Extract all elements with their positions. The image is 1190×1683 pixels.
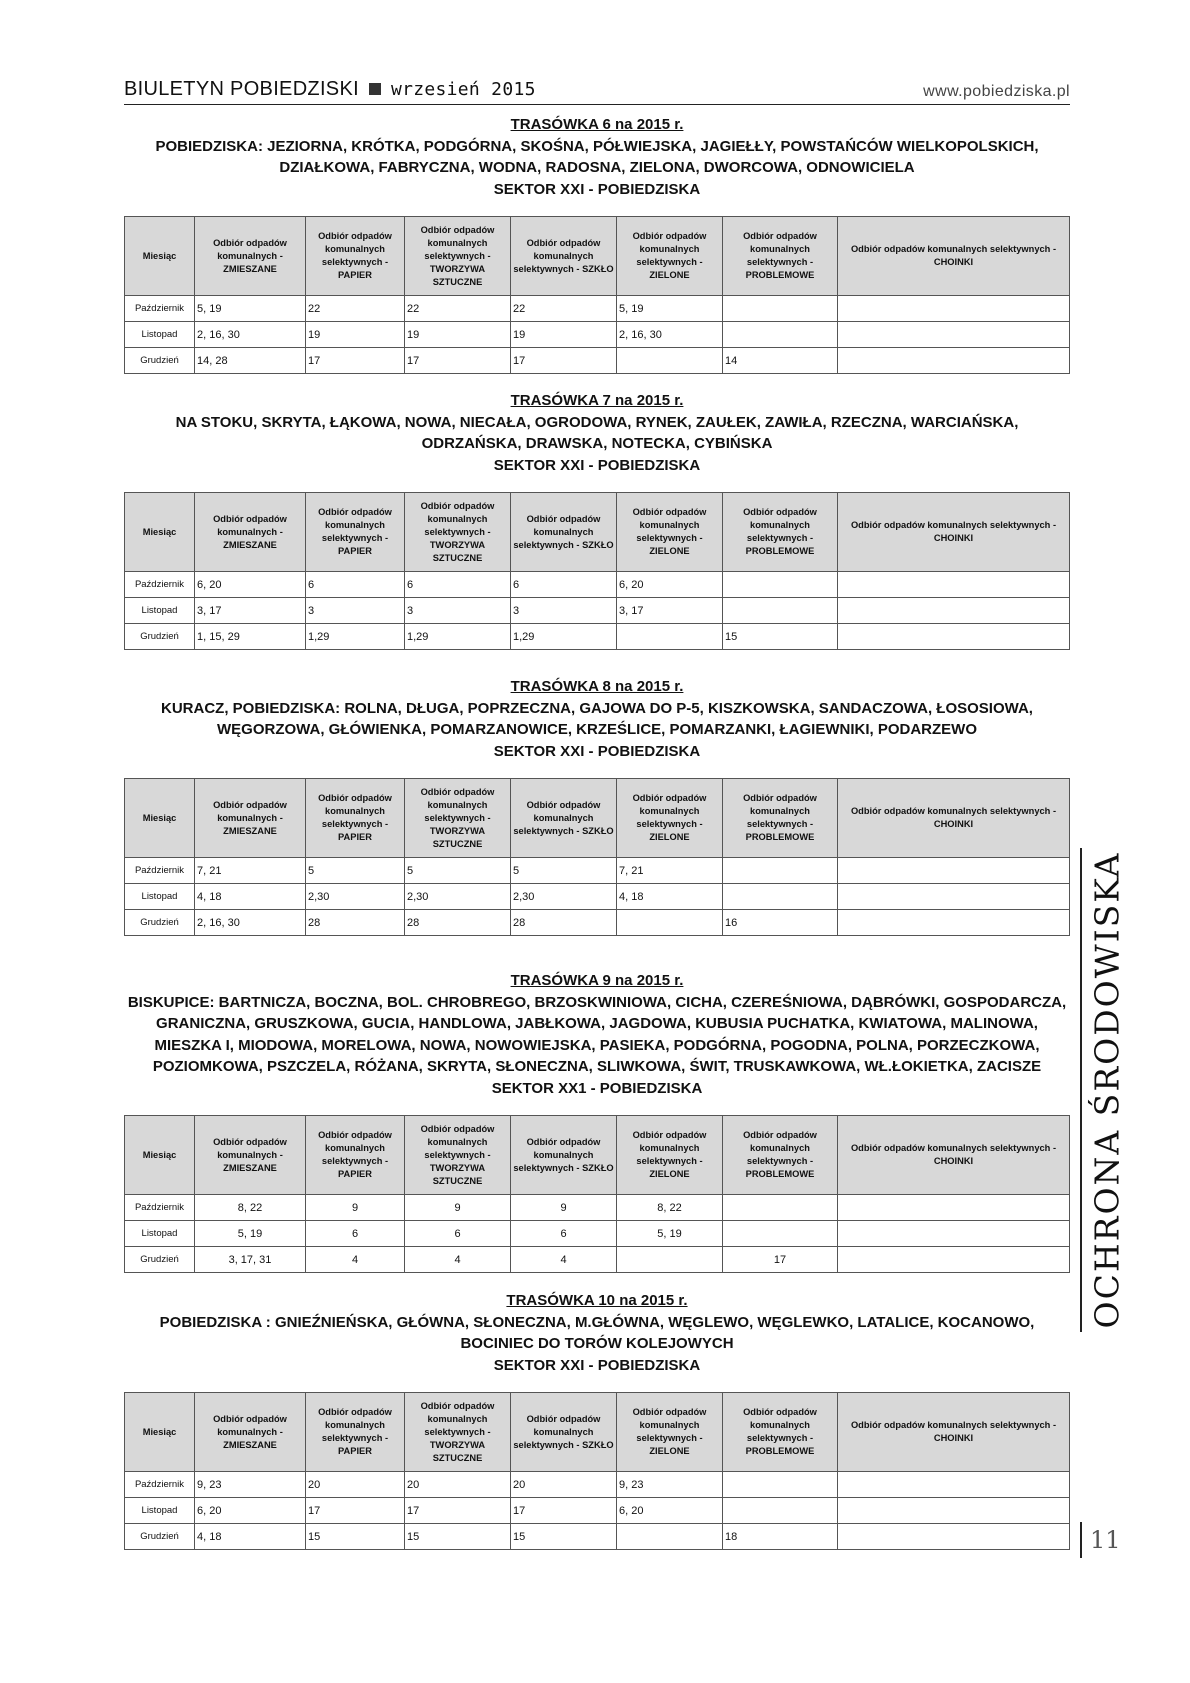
column-header: Odbiór odpadów komunalnych - ZMIESZANE [195, 779, 306, 858]
table-cell: 28 [405, 910, 511, 936]
table-row [125, 910, 1070, 936]
table-row [125, 296, 1070, 322]
column-header: Odbiór odpadów komunalnych selektywnych - CHOINKI [838, 493, 1070, 572]
column-header: Odbiór odpadów komunalnych selektywnych - PAPIER [306, 493, 405, 572]
table-cell [838, 1247, 1070, 1273]
street-list-line: POBIEDZISKA : GNIEŹNIEŃSKA, GŁÓWNA, SŁONECZNA, M.GŁÓWNA, WĘGLEWO, WĘGLEWKO, LATALICE, KOCANOWO, [159, 1313, 1035, 1331]
table-cell: 20 [306, 1472, 405, 1498]
table-cell: 19 [511, 322, 617, 348]
header-publication [124, 78, 536, 101]
table-cell: 15 [306, 1524, 405, 1550]
table-cell: 4, 18 [195, 1524, 306, 1550]
street-list-line: NA STOKU, SKRYTA, ŁĄKOWA, NOWA, NIECAŁA, OGRODOWA, RYNEK, ZAUŁEK, ZAWIŁA, RZECZNA, WARCIAŃSKA, [175, 413, 1019, 431]
street-list-line: KURACZ, POBIEDZISKA: ROLNA, DŁUGA, POPRZECZNA, GAJOWA DO P-5, KISZKOWSKA, SANDACZOWA, ŁOSOSIOWA, [161, 699, 1033, 717]
table-row [125, 348, 1070, 374]
table-cell: 5 [306, 858, 405, 884]
table-cell [838, 910, 1070, 936]
column-header: Odbiór odpadów komunalnych selektywnych - TWORZYWA SZTUCZNE [405, 217, 511, 296]
table-header-row [125, 779, 1070, 858]
table-cell [838, 296, 1070, 322]
column-header: Odbiór odpadów komunalnych selektywnych - PROBLEMOWE [723, 1116, 838, 1195]
month-cell: Październik [125, 296, 195, 322]
table-cell: 7, 21 [195, 858, 306, 884]
table-cell [838, 884, 1070, 910]
street-list-line: GRANICZNA, GRUSZKOWA, GUCIA, HANDLOWA, JABŁKOWA, JAGDOWA, KUBUSIA PUCHATKA, KWIATOWA, MALINOWA, [156, 1015, 1038, 1032]
table-cell: 15 [405, 1524, 511, 1550]
table-row [125, 598, 1070, 624]
table-cell: 17 [306, 348, 405, 374]
table-cell: 17 [405, 348, 511, 374]
table-cell: 22 [405, 296, 511, 322]
table-cell: 9 [306, 1195, 405, 1221]
table-cell [838, 624, 1070, 650]
column-header: Miesiąc [125, 217, 195, 296]
table-cell: 15 [723, 624, 838, 650]
section-side-label [1080, 848, 1132, 1332]
page-number: 11 [1080, 1522, 1121, 1558]
table-cell: 3, 17, 31 [195, 1247, 306, 1273]
table-cell [723, 572, 838, 598]
column-header: Odbiór odpadów komunalnych selektywnych - PAPIER [306, 1393, 405, 1472]
street-list-line: ODRZAŃSKA, DRAWSKA, NOTECKA, CYBIŃSKA [421, 435, 773, 452]
table-cell [838, 1221, 1070, 1247]
table-cell: 6, 20 [617, 572, 723, 598]
column-header: Miesiąc [125, 1116, 195, 1195]
table-cell [723, 598, 838, 624]
table-cell: 5, 19 [617, 1221, 723, 1247]
table-cell [838, 322, 1070, 348]
table-cell: 20 [511, 1472, 617, 1498]
column-header: Odbiór odpadów komunalnych selektywnych - SZKŁO [511, 779, 617, 858]
table-cell: 9, 23 [195, 1472, 306, 1498]
street-list-line: BISKUPICE: BARTNICZA, BOCZNA, BOL. CHROBREGO, BRZOSKWINIOWA, CICHA, CZEREŚNIOWA, DĄBRÓWKI, GOSPODARCZA, [127, 993, 1067, 1011]
table-cell: 6 [306, 1221, 405, 1247]
table-cell: 17 [306, 1498, 405, 1524]
table-cell: 6 [405, 1221, 511, 1247]
table-cell: 4 [405, 1247, 511, 1273]
street-list-line: BOCINIEC DO TORÓW KOLEJOWYCH [460, 1335, 734, 1352]
table-cell [617, 624, 723, 650]
table-header-row [125, 1116, 1070, 1195]
table-cell: 5, 19 [195, 1221, 306, 1247]
table-row [125, 1472, 1070, 1498]
column-header: Odbiór odpadów komunalnych selektywnych - SZKŁO [511, 217, 617, 296]
table-cell: 2, 16, 30 [195, 322, 306, 348]
table-cell: 22 [511, 296, 617, 322]
issue-date: wrzesień 2015 [390, 79, 536, 100]
table-cell: 17 [405, 1498, 511, 1524]
section-heading [124, 1290, 1070, 1376]
table-cell: 4 [306, 1247, 405, 1273]
column-header: Odbiór odpadów komunalnych selektywnych - ZIELONE [617, 1393, 723, 1472]
route-section-7 [124, 390, 1070, 650]
table-cell: 4, 18 [617, 884, 723, 910]
page-header [124, 78, 1070, 105]
route-title: TRASÓWKA 8 na 2015 r. [510, 678, 684, 695]
table-cell: 2, 16, 30 [617, 322, 723, 348]
column-header: Odbiór odpadów komunalnych - ZMIESZANE [195, 217, 306, 296]
section-heading [124, 390, 1070, 476]
sector-label: SEKTOR XXI - POBIEDZISKA [493, 456, 701, 474]
table-row [125, 1221, 1070, 1247]
table-cell: 5, 19 [617, 296, 723, 322]
side-label-text: OCHRONA ŚRODOWISKA [1087, 851, 1127, 1329]
schedule-table [124, 216, 1070, 374]
table-cell: 14, 28 [195, 348, 306, 374]
schedule-table [124, 1392, 1070, 1550]
column-header: Miesiąc [125, 493, 195, 572]
table-row [125, 1195, 1070, 1221]
table-cell: 3 [306, 598, 405, 624]
table-cell: 17 [723, 1247, 838, 1273]
section-heading [124, 676, 1070, 762]
table-row [125, 1498, 1070, 1524]
table-cell: 6, 20 [617, 1498, 723, 1524]
table-cell: 6 [405, 572, 511, 598]
street-list-line: MIESZKA I, MIODOWA, MORELOWA, NOWA, NOWOWIEJSKA, PASIEKA, PODGÓRNA, POGODNA, POLNA, PORZECZKOWA, [154, 1036, 1040, 1054]
column-header: Odbiór odpadów komunalnych selektywnych - ZIELONE [617, 779, 723, 858]
route-title: TRASÓWKA 9 na 2015 r. [510, 972, 684, 989]
table-cell [723, 1472, 838, 1498]
table-cell [617, 1247, 723, 1273]
column-header: Odbiór odpadów komunalnych selektywnych - PROBLEMOWE [723, 1393, 838, 1472]
table-row [125, 1524, 1070, 1550]
street-list-line: POBIEDZISKA: JEZIORNA, KRÓTKA, PODGÓRNA, SKOŚNA, PÓŁWIEJSKA, JAGIEŁŁY, POWSTAŃCÓW WIELKOPOLSKICH, [155, 137, 1039, 155]
column-header: Odbiór odpadów komunalnych selektywnych - CHOINKI [838, 1116, 1070, 1195]
column-header: Odbiór odpadów komunalnych - ZMIESZANE [195, 1116, 306, 1195]
table-cell: 22 [306, 296, 405, 322]
month-cell: Grudzień [125, 348, 195, 374]
column-header: Odbiór odpadów komunalnych selektywnych - TWORZYWA SZTUCZNE [405, 779, 511, 858]
table-cell: 20 [405, 1472, 511, 1498]
table-cell [723, 858, 838, 884]
table-cell: 6, 20 [195, 572, 306, 598]
table-cell: 3, 17 [195, 598, 306, 624]
month-cell: Grudzień [125, 624, 195, 650]
table-cell [723, 1195, 838, 1221]
month-cell: Listopad [125, 598, 195, 624]
column-header: Odbiór odpadów komunalnych selektywnych - PROBLEMOWE [723, 493, 838, 572]
table-cell: 2,30 [405, 884, 511, 910]
table-cell: 2, 16, 30 [195, 910, 306, 936]
table-cell: 8, 22 [195, 1195, 306, 1221]
route-section-10 [124, 1290, 1070, 1550]
table-cell: 14 [723, 348, 838, 374]
table-cell: 6, 20 [195, 1498, 306, 1524]
table-cell: 1,29 [511, 624, 617, 650]
table-cell [838, 348, 1070, 374]
route-section-8 [124, 676, 1070, 936]
schedule-table [124, 1115, 1070, 1273]
table-cell: 6 [511, 1221, 617, 1247]
table-cell: 6 [306, 572, 405, 598]
month-cell: Listopad [125, 1498, 195, 1524]
table-cell [838, 1498, 1070, 1524]
table-row [125, 624, 1070, 650]
month-cell: Październik [125, 1195, 195, 1221]
month-cell: Listopad [125, 1221, 195, 1247]
table-cell: 6 [511, 572, 617, 598]
table-cell: 19 [405, 322, 511, 348]
table-cell [617, 910, 723, 936]
table-cell: 15 [511, 1524, 617, 1550]
column-header: Odbiór odpadów komunalnych selektywnych - PROBLEMOWE [723, 217, 838, 296]
table-cell: 3 [511, 598, 617, 624]
table-cell: 28 [511, 910, 617, 936]
table-row [125, 322, 1070, 348]
table-cell: 8, 22 [617, 1195, 723, 1221]
table-cell [723, 322, 838, 348]
column-header: Odbiór odpadów komunalnych selektywnych - PAPIER [306, 1116, 405, 1195]
table-cell: 9 [405, 1195, 511, 1221]
schedule-table [124, 492, 1070, 650]
column-header: Odbiór odpadów komunalnych selektywnych - TWORZYWA SZTUCZNE [405, 493, 511, 572]
column-header: Odbiór odpadów komunalnych selektywnych - PAPIER [306, 779, 405, 858]
table-header-row [125, 1393, 1070, 1472]
route-section-6 [124, 114, 1070, 374]
table-cell [723, 1498, 838, 1524]
table-header-row [125, 217, 1070, 296]
table-row [125, 858, 1070, 884]
route-title: TRASÓWKA 6 na 2015 r. [510, 116, 684, 133]
table-cell [723, 884, 838, 910]
table-cell [723, 1221, 838, 1247]
table-cell: 1, 15, 29 [195, 624, 306, 650]
column-header: Odbiór odpadów komunalnych selektywnych - TWORZYWA SZTUCZNE [405, 1116, 511, 1195]
table-cell: 2,30 [306, 884, 405, 910]
route-title: TRASÓWKA 10 na 2015 r. [506, 1292, 688, 1309]
month-cell: Grudzień [125, 910, 195, 936]
column-header: Odbiór odpadów komunalnych selektywnych - SZKŁO [511, 1393, 617, 1472]
month-cell: Grudzień [125, 1524, 195, 1550]
column-header: Odbiór odpadów komunalnych selektywnych - ZIELONE [617, 217, 723, 296]
table-cell: 9 [511, 1195, 617, 1221]
table-cell: 1,29 [306, 624, 405, 650]
column-header: Odbiór odpadów komunalnych selektywnych - ZIELONE [617, 493, 723, 572]
table-cell: 7, 21 [617, 858, 723, 884]
section-heading [124, 970, 1070, 1099]
table-cell: 18 [723, 1524, 838, 1550]
table-cell: 4 [511, 1247, 617, 1273]
street-list-line: WĘGORZOWA, GŁÓWIENKA, POMARZANOWICE, KRZEŚLICE, POMARZANKI, ŁAGIEWNIKI, PODARZEWO [217, 721, 977, 738]
table-cell [838, 572, 1070, 598]
table-cell: 5 [405, 858, 511, 884]
table-cell: 17 [511, 348, 617, 374]
table-cell: 1,29 [405, 624, 511, 650]
month-cell: Listopad [125, 884, 195, 910]
column-header: Odbiór odpadów komunalnych selektywnych - SZKŁO [511, 493, 617, 572]
street-list-line: DZIAŁKOWA, FABRYCZNA, WODNA, RADOSNA, ZIELONA, DWORCOWA, ODNOWICIELA [279, 159, 915, 176]
table-cell [838, 858, 1070, 884]
section-heading [124, 114, 1070, 200]
table-cell [838, 1472, 1070, 1498]
column-header: Odbiór odpadów komunalnych selektywnych - SZKŁO [511, 1116, 617, 1195]
column-header: Odbiór odpadów komunalnych selektywnych - CHOINKI [838, 779, 1070, 858]
sector-label: SEKTOR XX1 - POBIEDZISKA [491, 1079, 703, 1097]
table-row [125, 884, 1070, 910]
table-cell: 5 [511, 858, 617, 884]
schedule-table [124, 778, 1070, 936]
table-cell: 17 [511, 1498, 617, 1524]
table-cell: 19 [306, 322, 405, 348]
month-cell: Listopad [125, 322, 195, 348]
month-cell: Październik [125, 572, 195, 598]
table-cell [838, 1195, 1070, 1221]
column-header: Odbiór odpadów komunalnych selektywnych - CHOINKI [838, 1393, 1070, 1472]
sector-label: SEKTOR XXI - POBIEDZISKA [493, 180, 701, 198]
table-cell [838, 1524, 1070, 1550]
publication-name: BIULETYN POBIEDZISKI [124, 78, 359, 100]
column-header: Odbiór odpadów komunalnych selektywnych - PROBLEMOWE [723, 779, 838, 858]
table-cell: 9, 23 [617, 1472, 723, 1498]
table-row [125, 1247, 1070, 1273]
table-cell: 4, 18 [195, 884, 306, 910]
column-header: Odbiór odpadów komunalnych selektywnych - PAPIER [306, 217, 405, 296]
route-section-9 [124, 970, 1070, 1273]
route-title: TRASÓWKA 7 na 2015 r. [510, 392, 684, 409]
column-header: Miesiąc [125, 779, 195, 858]
column-header: Odbiór odpadów komunalnych - ZMIESZANE [195, 1393, 306, 1472]
month-cell: Październik [125, 1472, 195, 1498]
month-cell: Grudzień [125, 1247, 195, 1273]
table-cell: 5, 19 [195, 296, 306, 322]
sector-label: SEKTOR XXI - POBIEDZISKA [493, 742, 701, 760]
street-list-line: POZIOMKOWA, PSZCZELA, RÓŻANA, SKRYTA, SŁONECZNA, SLIWKOWA, ŚWIT, TRUSKAWKOWA, WŁ.ŁOKIETKA, ZACISZE [152, 1058, 1042, 1075]
column-header: Odbiór odpadów komunalnych selektywnych - TWORZYWA SZTUCZNE [405, 1393, 511, 1472]
table-cell: 28 [306, 910, 405, 936]
table-cell [838, 598, 1070, 624]
column-header: Miesiąc [125, 1393, 195, 1472]
table-cell [617, 348, 723, 374]
table-cell [617, 1524, 723, 1550]
column-header: Odbiór odpadów komunalnych selektywnych - ZIELONE [617, 1116, 723, 1195]
sector-label: SEKTOR XXI - POBIEDZISKA [493, 1356, 701, 1374]
table-cell: 16 [723, 910, 838, 936]
column-header: Odbiór odpadów komunalnych selektywnych - CHOINKI [838, 217, 1070, 296]
table-cell: 2,30 [511, 884, 617, 910]
table-header-row [125, 493, 1070, 572]
square-bullet-icon [369, 83, 381, 95]
table-row [125, 572, 1070, 598]
table-cell [723, 296, 838, 322]
table-cell: 3 [405, 598, 511, 624]
table-cell: 3, 17 [617, 598, 723, 624]
website-url: www.pobiedziska.pl [923, 83, 1070, 100]
month-cell: Październik [125, 858, 195, 884]
column-header: Odbiór odpadów komunalnych - ZMIESZANE [195, 493, 306, 572]
